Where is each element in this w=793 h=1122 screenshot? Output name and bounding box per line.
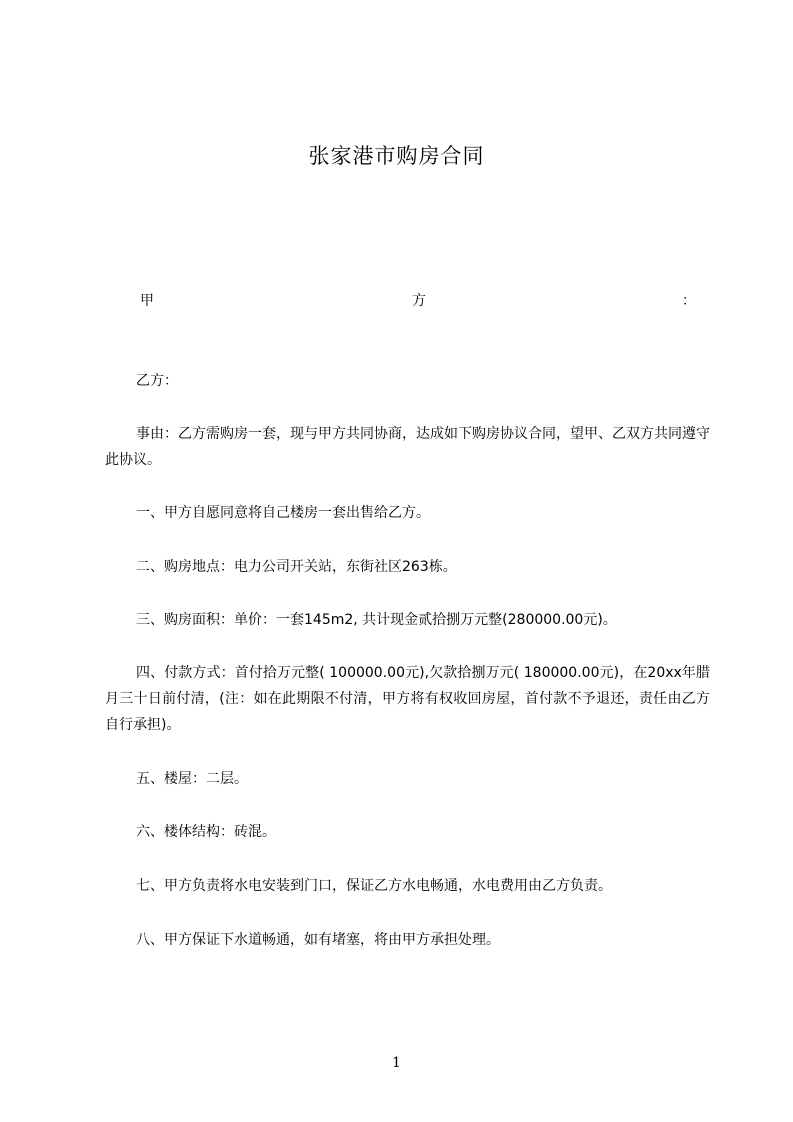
reason-paragraph: 事由：乙方需购房一套，现与甲方共同协商，达成如下购房协议合同，望甲、乙双方共同遵守此协议。 — [105, 426, 710, 468]
party-a-label-2: 方 — [412, 293, 426, 309]
page-title: 张家港市购房合同 — [308, 144, 485, 168]
party-b-label: 乙方： — [136, 373, 178, 389]
clause-3: 三、购房面积：单价：一套145m2, 共计现金贰拾捌万元整(280000.00元)。 — [136, 612, 617, 628]
page-number: 1 — [392, 1055, 401, 1071]
clause-1: 一、甲方自愿同意将自己楼房一套出售给乙方。 — [136, 505, 430, 521]
party-a-colon: ： — [682, 293, 696, 309]
clause-5: 五、楼屋：二层。 — [136, 771, 248, 787]
clause-7: 七、甲方负责将水电安装到门口，保证乙方水电畅通，水电费用由乙方负责。 — [136, 878, 612, 894]
clause-6: 六、楼体结构：砖混。 — [136, 824, 276, 840]
party-a-label-1: 甲 — [140, 293, 154, 309]
clause-8: 八、甲方保证下水道畅通，如有堵塞，将由甲方承担处理。 — [136, 932, 500, 948]
clause-2: 二、购房地点：电力公司开关站，东街社区263栋。 — [136, 559, 457, 575]
clause-4: 四、付款方式：首付拾万元整( 100000.00元),欠款拾捌万元( 180000.00元)，在20xx年腊月三十日前付清，(注：如在此期限不付清，甲方将有权收回房屋，首付款不予退还，责任由乙方自行承担)。 — [105, 665, 710, 733]
